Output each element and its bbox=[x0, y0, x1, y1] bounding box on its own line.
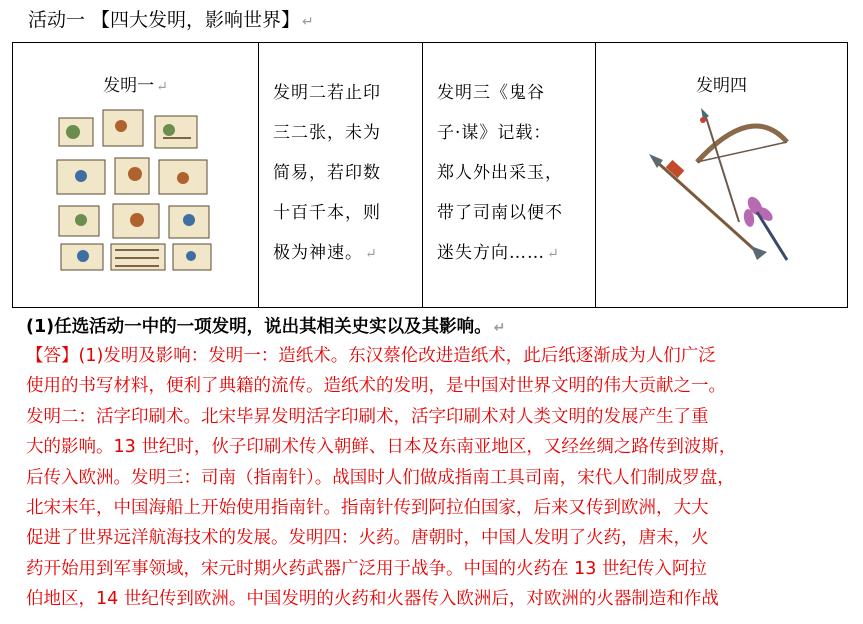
invention-2-cell: 发明二若止印 三二张，未为 简易，若印数 十百千本，则 极为神速。 ↵ bbox=[259, 43, 423, 308]
answer-line: 药开始用到军事领域，宋元时期火药武器广泛用于战争。中国的火药在 13 世纪传入阿拉 bbox=[26, 558, 707, 579]
invention-3-cell: 发明三《鬼谷 子·谋》记载： 郑人外出采玉， 带了司南以便不 迷失方向…… ↵ bbox=[423, 43, 596, 308]
answer-line: 使用的书写材料，便利了典籍的流传。造纸术的发明，是中国对世界文明的伟大贡献之一。 bbox=[26, 376, 726, 397]
text-line: 简易，若印数 bbox=[273, 163, 381, 183]
answer-line: 【答】(1)发明及影响：发明一：造纸术。东汉蔡伦改进造纸术，此后纸逐渐成为人们广泛 bbox=[26, 346, 716, 366]
activity-title-text: 活动一 【四大发明，影响世界】 bbox=[28, 9, 301, 31]
text-line: 三二张，未为 bbox=[273, 123, 381, 143]
invention-1-cell: 发明一 ↵ bbox=[13, 43, 259, 308]
answer-line: 伯地区，14 世纪传到欧洲。中国发明的火药和火器传入欧洲后，对欧洲的火器制造和作战 bbox=[26, 589, 719, 610]
text-line: 极为神速。 bbox=[273, 243, 363, 263]
text-line: 子·谋》记载： bbox=[437, 123, 552, 143]
papermaking-illustration bbox=[51, 102, 221, 274]
invention-1-title: 发明一 bbox=[103, 76, 155, 96]
answer-text bbox=[26, 341, 858, 615]
text-line: 郑人外出采玉， bbox=[437, 163, 563, 183]
text-line: 十百千本，则 bbox=[273, 203, 381, 223]
text-line: 发明三《鬼谷 bbox=[437, 83, 545, 103]
answer-line: 发明二：活字印刷术。北宋毕昇发明活字印刷术，活字印刷术对人类文明的发展产生了重 bbox=[26, 406, 709, 427]
answer-line: 促进了世界远洋航海技术的发展。发明四：火药。唐朝时，中国人发明了火药，唐末，火 bbox=[26, 528, 709, 549]
activity-title bbox=[28, 7, 314, 35]
invention-4-cell bbox=[596, 43, 848, 308]
answer-line: 后传入欧洲。发明三：司南（指南针）。战国时人们做成指南工具司南，宋代人们制成罗盘， bbox=[26, 467, 735, 488]
text-line: 带了司南以便不 bbox=[437, 203, 563, 223]
inventions-table bbox=[12, 42, 848, 308]
paragraph-mark: ↵ bbox=[302, 14, 314, 30]
answer-line: 北宋末年，中国海船上开始使用指南针。指南针传到阿拉伯国家，后来又传到欧洲，大大 bbox=[26, 498, 709, 519]
fire-arrow-illustration bbox=[637, 102, 807, 262]
answer-line: 大的影响。13 世纪时，伙子印刷术传入朝鲜、日本及东南亚地区，又经丝绸之路传到波斯， bbox=[26, 437, 737, 458]
text-line: 发明二若止印 bbox=[273, 83, 381, 103]
invention-4-title: 发明四 bbox=[696, 76, 747, 96]
text-line: 迷失方向…… bbox=[437, 243, 545, 263]
question-text: (1)任选活动一中的一项发明，说出其相关史实以及其影响。 bbox=[26, 317, 492, 337]
